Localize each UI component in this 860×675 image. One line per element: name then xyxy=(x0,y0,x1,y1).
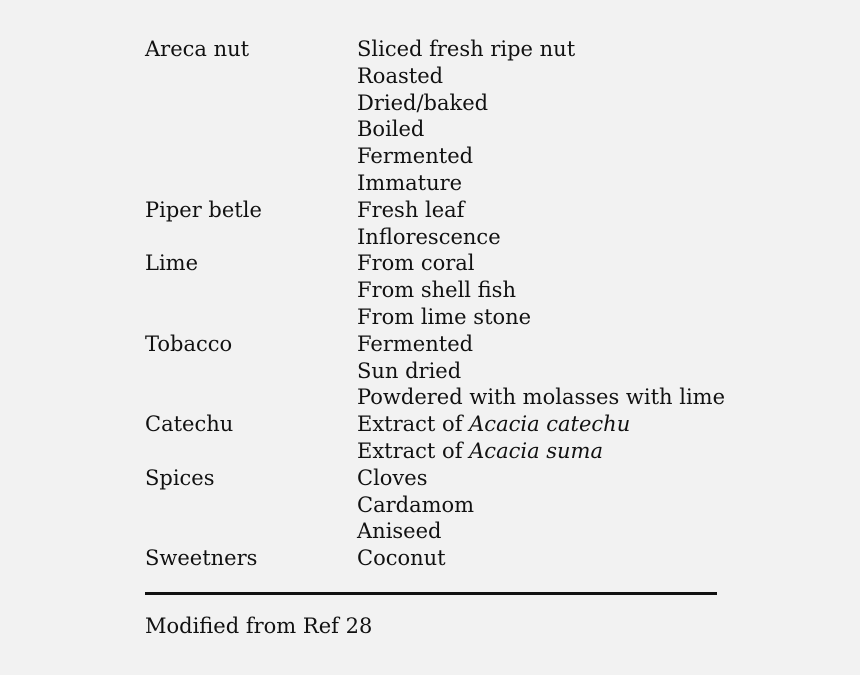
form-cell xyxy=(357,545,717,572)
table-row xyxy=(145,465,717,492)
table-row xyxy=(145,304,717,331)
table-row xyxy=(145,492,717,519)
table-row xyxy=(145,277,717,304)
form-text: Aniseed xyxy=(357,519,442,544)
table-row xyxy=(145,384,726,411)
form-cell xyxy=(357,518,717,545)
ingredient-cell: Tobacco xyxy=(145,331,233,356)
form-cell xyxy=(357,250,717,277)
form-text: Immature xyxy=(357,170,463,195)
species-name: Acacia suma xyxy=(469,438,603,463)
ingredient-cell xyxy=(145,358,357,385)
table-row xyxy=(145,116,717,143)
table-row xyxy=(145,411,717,438)
form-cell xyxy=(357,492,717,519)
form-cell xyxy=(357,358,717,385)
ingredient-cell xyxy=(145,492,357,519)
form-text: Coconut xyxy=(357,546,446,571)
ingredient-cell xyxy=(145,304,357,331)
form-cell xyxy=(357,197,717,224)
table-row xyxy=(145,358,717,385)
table-row xyxy=(145,90,717,117)
form-text: Extract of xyxy=(357,412,470,437)
form-cell xyxy=(357,384,725,411)
form-text: Roasted xyxy=(357,63,444,88)
form-text: Fermented xyxy=(357,144,474,169)
form-text: Extract of xyxy=(357,438,470,463)
form-cell xyxy=(357,116,717,143)
form-text: Sliced fresh ripe nut xyxy=(357,37,576,61)
form-cell xyxy=(357,304,717,331)
table-footnote: Modified from Ref 28 xyxy=(145,614,373,638)
ingredient-cell: Spices xyxy=(145,465,215,490)
species-name: Acacia catechu xyxy=(469,412,631,437)
ingredient-cell xyxy=(145,518,357,545)
form-cell xyxy=(357,36,717,63)
ingredient-cell xyxy=(145,277,357,304)
table-row xyxy=(145,224,717,251)
table-row xyxy=(145,36,717,63)
table-row xyxy=(145,63,717,90)
form-cell xyxy=(357,331,717,358)
form-text: Fresh leaf xyxy=(357,197,465,222)
ingredient-cell xyxy=(145,90,357,117)
form-cell xyxy=(357,170,717,197)
table-row xyxy=(145,197,717,224)
ingredient-cell xyxy=(145,63,357,90)
table-row xyxy=(145,250,717,277)
table-row xyxy=(145,545,717,572)
ingredient-cell xyxy=(145,116,357,143)
form-cell xyxy=(357,438,717,465)
form-cell xyxy=(357,63,717,90)
form-cell xyxy=(357,90,717,117)
ingredients-table xyxy=(145,36,726,572)
form-cell xyxy=(357,411,717,438)
form-cell xyxy=(357,143,717,170)
form-text: Boiled xyxy=(357,117,425,142)
form-text: Fermented xyxy=(357,331,474,356)
form-text: From coral xyxy=(357,251,475,276)
form-text: Inflorescence xyxy=(357,224,501,249)
form-text: Cloves xyxy=(357,465,428,490)
ingredient-cell xyxy=(145,224,357,251)
form-text: Cardamom xyxy=(357,492,475,517)
table-row xyxy=(145,438,717,465)
ingredient-cell: Catechu xyxy=(145,412,234,437)
table-row xyxy=(145,170,717,197)
table-row xyxy=(145,331,717,358)
table-row xyxy=(145,143,717,170)
ingredient-cell xyxy=(145,143,357,170)
form-text: Dried/baked xyxy=(357,90,489,115)
ingredient-cell: Piper betle xyxy=(145,197,262,222)
table-bottom-rule xyxy=(145,592,717,595)
form-text: Powdered with molasses with lime xyxy=(357,385,726,410)
form-cell xyxy=(357,277,717,304)
ingredient-cell: Areca nut xyxy=(145,37,250,61)
table-row xyxy=(145,518,717,545)
ingredient-cell xyxy=(145,170,357,197)
form-text: From shell fish xyxy=(357,278,516,303)
ingredient-cell: Sweetners xyxy=(145,546,258,571)
form-cell xyxy=(357,465,717,492)
form-cell xyxy=(357,224,717,251)
ingredient-cell xyxy=(145,384,357,411)
form-text: Sun dried xyxy=(357,358,462,383)
ingredient-cell xyxy=(145,438,357,465)
ingredient-cell: Lime xyxy=(145,251,199,276)
form-text: From lime stone xyxy=(357,304,532,329)
